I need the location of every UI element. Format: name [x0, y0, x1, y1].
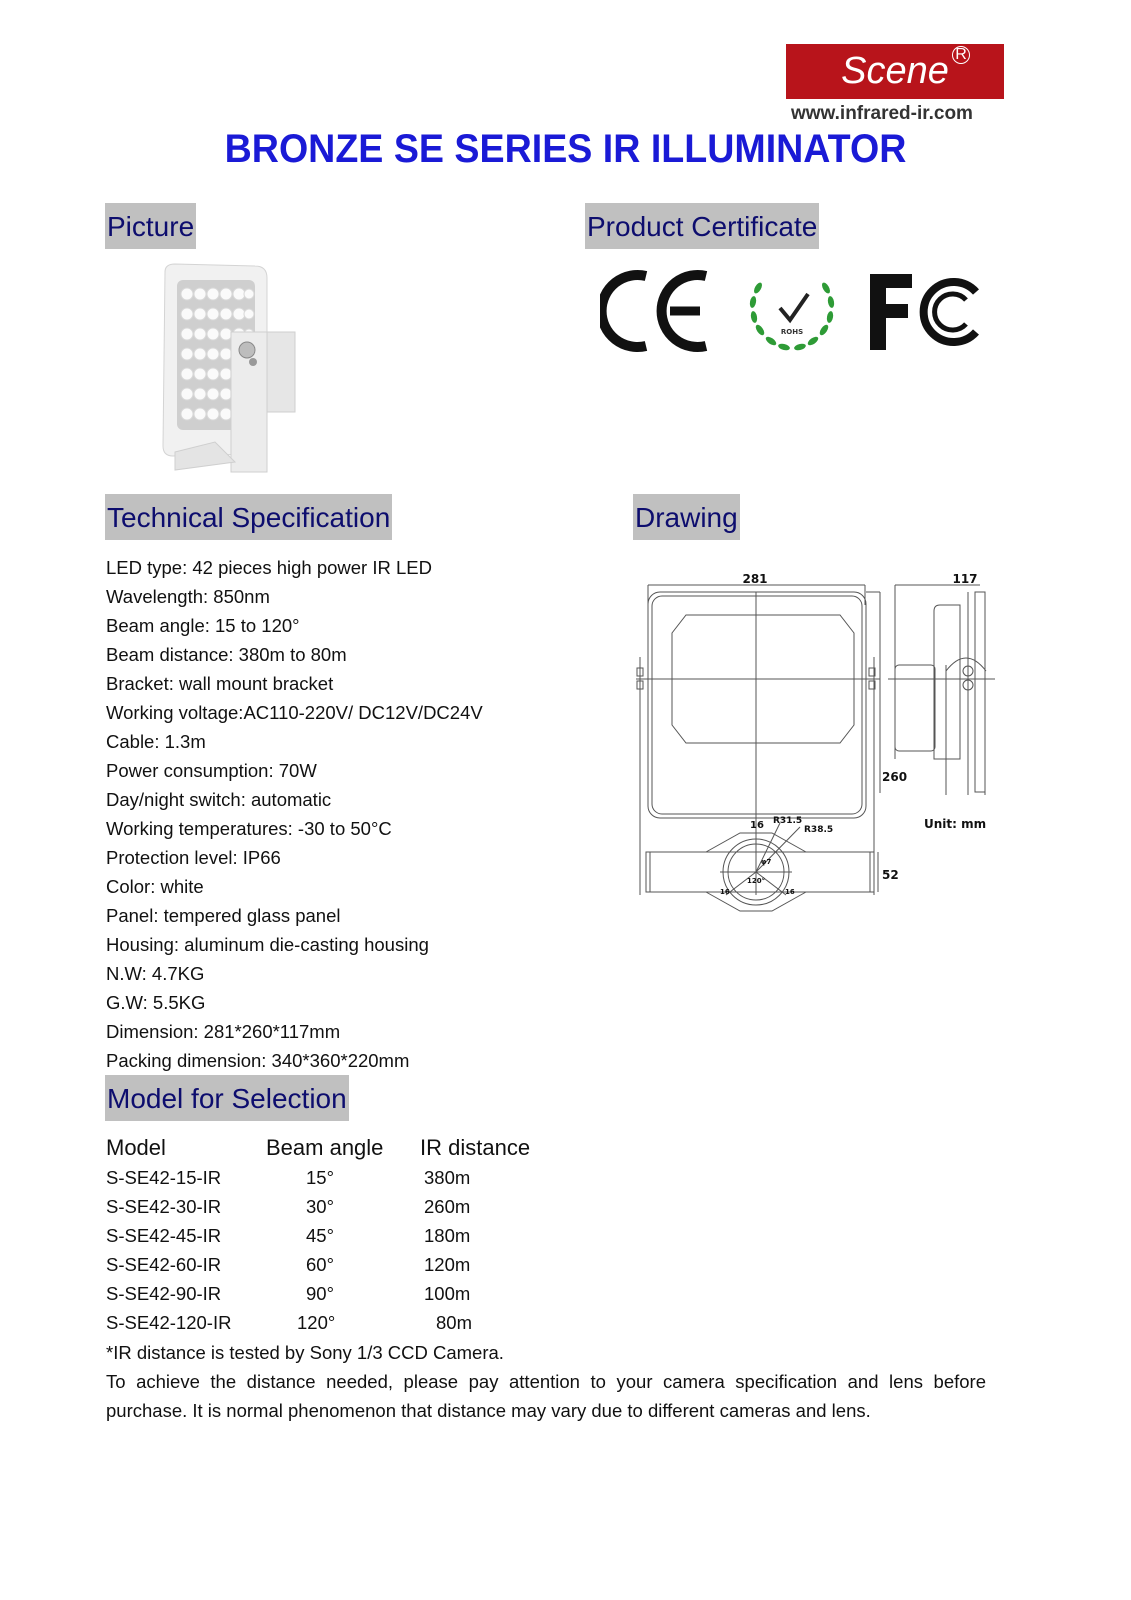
technical-drawing: [630, 565, 1000, 925]
table-row: [106, 1308, 586, 1337]
brand-logo: [786, 44, 1004, 99]
cell-model: S-SE42-120-IR: [106, 1312, 232, 1333]
section-header-drawing: Drawing: [633, 494, 740, 540]
dim-height: 260: [882, 770, 908, 784]
spec-item: Bracket: wall mount bracket: [106, 673, 334, 694]
cell-model: S-SE42-90-IR: [106, 1283, 222, 1304]
cell-ir-distance: 260m: [424, 1196, 471, 1217]
spec-item: Wavelength: 850nm: [106, 586, 270, 607]
cell-model: S-SE42-45-IR: [106, 1225, 222, 1246]
section-header-picture: Picture: [105, 203, 196, 249]
dim-slot: 16: [750, 820, 764, 831]
spec-item: Beam distance: 380m to 80m: [106, 644, 347, 665]
dim-bracket-height: 52: [882, 868, 899, 882]
ce-mark-icon: [600, 268, 715, 354]
spec-item: G.W: 5.5KG: [106, 992, 206, 1013]
spec-item: Color: white: [106, 876, 204, 897]
dim-depth: 117: [952, 572, 978, 586]
spec-item: N.W: 4.7KG: [106, 963, 205, 984]
dim-width: 281: [742, 572, 768, 586]
table-row: [106, 1221, 586, 1250]
cell-beam-angle: 15°: [306, 1167, 334, 1188]
spec-item: Packing dimension: 340*360*220mm: [106, 1050, 410, 1071]
spec-item: Housing: aluminum die-casting housing: [106, 934, 429, 955]
cell-ir-distance: 80m: [436, 1312, 472, 1333]
cell-ir-distance: 180m: [424, 1225, 471, 1246]
table-row: [106, 1250, 586, 1279]
table-header: [106, 1133, 586, 1163]
table-row: [106, 1163, 586, 1192]
website-url: www.infrared-ir.com: [791, 103, 973, 124]
brand-name: Scene: [841, 50, 949, 92]
fcc-mark-icon: [868, 272, 984, 352]
cell-ir-distance: 380m: [424, 1167, 471, 1188]
cell-model: S-SE42-15-IR: [106, 1167, 222, 1188]
dim-angle: 120°: [747, 877, 766, 885]
cell-beam-angle: 45°: [306, 1225, 334, 1246]
dim-hole: φ7: [761, 858, 772, 866]
section-header-certificate: Product Certificate: [585, 203, 819, 249]
header-ir-distance: IR distance: [420, 1135, 531, 1160]
dim-slot-right: 16: [785, 888, 795, 896]
spec-item: Cable: 1.3m: [106, 731, 206, 752]
table-row: [106, 1192, 586, 1221]
section-header-tech-spec: Technical Specification: [105, 494, 392, 540]
spec-item: Power consumption: 70W: [106, 760, 317, 781]
spec-item: Day/night switch: automatic: [106, 789, 332, 810]
cell-ir-distance: 100m: [424, 1283, 471, 1304]
rohs-label: ROHS: [780, 328, 804, 336]
cell-beam-angle: 120°: [297, 1312, 336, 1333]
dim-slot-left: 16: [720, 888, 730, 896]
header-beam-angle: Beam angle: [266, 1135, 384, 1160]
spec-list: [106, 553, 483, 1075]
spec-item: LED type: 42 pieces high power IR LED: [106, 557, 432, 578]
cell-ir-distance: 120m: [424, 1254, 471, 1275]
cell-beam-angle: 90°: [306, 1283, 334, 1304]
spec-item: Working voltage:AC110-220V/ DC12V/DC24V: [106, 702, 483, 723]
spec-item: Dimension: 281*260*117mm: [106, 1021, 341, 1042]
header-model: Model: [106, 1135, 166, 1160]
spec-item: Working temperatures: -30 to 50°C: [106, 818, 392, 839]
rohs-mark-icon: [744, 268, 840, 354]
cell-model: S-SE42-60-IR: [106, 1254, 222, 1275]
cell-beam-angle: 60°: [306, 1254, 334, 1275]
disclaimer-paragraph: To achieve the distance needed, please pay attention to your camera specification and lens before purchase. It is normal phenomenon that distance may vary due to different cameras and lens.: [106, 1371, 986, 1421]
dim-r-inner: R31.5: [773, 816, 803, 826]
cell-beam-angle: 30°: [306, 1196, 334, 1217]
footnote: *IR distance is tested by Sony 1/3 CCD Camera.: [106, 1342, 504, 1363]
spec-item: Protection level: IP66: [106, 847, 281, 868]
cell-model: S-SE42-30-IR: [106, 1196, 222, 1217]
spec-item: Beam angle: 15 to 120°: [106, 615, 300, 636]
spec-item: Panel: tempered glass panel: [106, 905, 341, 926]
page-title: BRONZE SE SERIES IR ILLUMINATOR: [224, 127, 907, 171]
product-photo: [155, 262, 320, 474]
registered-mark-icon: R: [952, 46, 970, 64]
dim-r-outer: R38.5: [804, 825, 834, 835]
model-table: [106, 1133, 586, 1337]
table-row: [106, 1279, 586, 1308]
section-header-model-selection: Model for Selection: [105, 1075, 349, 1121]
unit-label: Unit: mm: [924, 817, 987, 831]
